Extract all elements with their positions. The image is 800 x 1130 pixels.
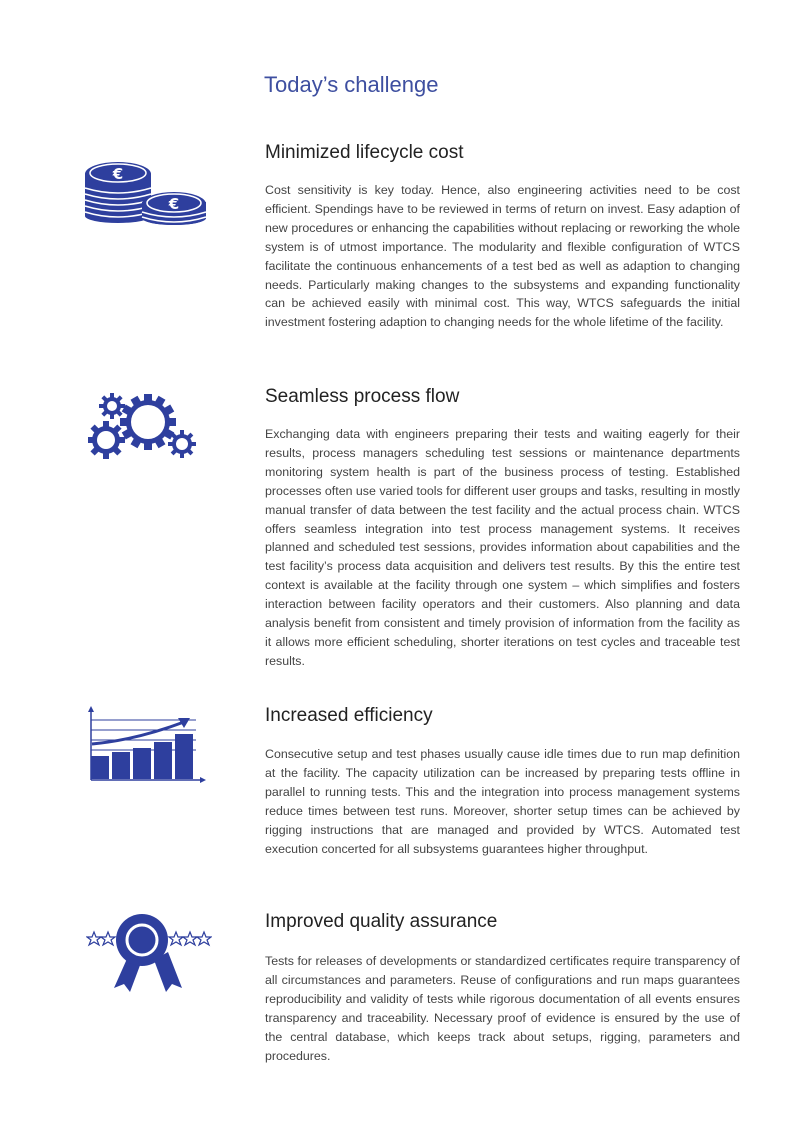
section-heading: Increased efficiency	[265, 705, 433, 726]
page-title: Today’s challenge	[264, 72, 439, 97]
section-body: Cost sensitivity is key today. Hence, also engineering activities need to be cost efficient. Spendings have to be reviewed in terms of return on invest. Easy adaption of new procedures or enhancing the capabilities without replacing or reworking the whole system is of utmost importance. The modularity and flexible configuration of WTCS facilitate the continuous enhancements of a test bed as well as adaption to changing needs. Particularly making changes to the subsystems and expanding functionality can be achieved easily with minimal cost. This way, WTCS safeguards the initial investment fostering adaption to changing needs for the whole lifetime of the facility.	[265, 183, 740, 330]
award-ribbon-icon	[86, 914, 212, 999]
gears-icon	[88, 392, 198, 467]
section-heading: Seamless process flow	[265, 386, 460, 407]
section-body: Exchanging data with engineers preparing their tests and waiting eagerly for their results, process managers scheduling test sessions or maintenance departments monitoring system health is part of the business process of testing. Established processes often use varied tools for different user groups and tasks, resulting in mostly manual transfer of data between the test facility and the actual process chain. WTCS offers seamless integration into test process management systems. It receives planned and scheduled test sessions, provides information about capabilities and the test facility’s process data acquisition and delivers test results. By this the entire test context is available at the facility through one system – which simplifies and fosters interaction between facility operators and their customers. Also planning and data analysis benefit from consistent and timely provision of information from the facility as it allows more efficient scheduling, shorter iterations on test cycles and traceable test results.	[265, 427, 740, 668]
section-heading: Improved quality assurance	[265, 911, 498, 932]
growth-chart-icon	[86, 706, 208, 789]
section-heading: Minimized lifecycle cost	[265, 142, 464, 163]
coins-euro-icon	[82, 158, 212, 235]
svg-text:€: €	[168, 195, 180, 213]
svg-text:€: €	[112, 165, 124, 183]
section-body: Tests for releases of developments or standardized certificates require transparency of all circumstances and parameters. Reuse of configurations and run maps guarantees reproducibility and validity of tests while rigorous documentation of all events ensures transparency and traceability. Necessary proof of evidence is ensured by the use of the central database, which keeps track about setups, rigging, parameters and procedures.	[265, 954, 740, 1063]
section-body: Consecutive setup and test phases usually cause idle times due to run map definition at the facility. The capacity utilization can be increased by preparing tests offline in parallel to running tests. This and the integration into process management systems reduce times between test runs. Moreover, shorter setup times can be achieved by rigging instructions that are managed and provided by WTCS. Automated test execution concerted for all subsystems guarantees higher throughput.	[265, 747, 740, 856]
